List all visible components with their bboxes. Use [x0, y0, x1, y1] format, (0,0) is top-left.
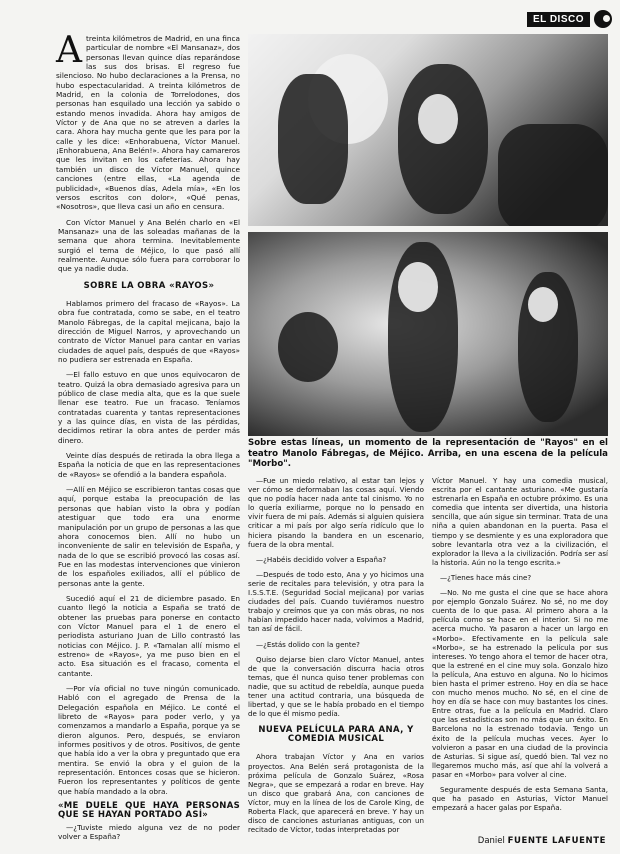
paragraph: Sucedió aquí el 21 de diciembre pasado. En cuanto llegó la noticia a España se trató de obtener las pruebas para ponerse en contacto con Víctor Manuel para el 1 de enero el periodista asturiano Juan de Lillo contrastó las noticias con Méjico. J. P. «Tamalan allí mismo el estreno» de «Rayos», ya me puso bien en el acto. Esa situación es el fracaso, comenta el cantante. — [58, 593, 240, 678]
article-column-1 — [56, 30, 240, 848]
paragraph: —¿Tuviste miedo alguna vez de no poder volver a España? — [58, 822, 240, 842]
photo-movie-scene — [248, 34, 608, 226]
byline — [478, 836, 606, 846]
paragraph: Ahora trabajan Víctor y Ana en varios proyectos. Ana Belén será protagonista de la próxima película de Gonzalo Suárez, «Rosa Negra», que se empezará a rodar en breve. Hay un disco que grabará Ana, con canciones de Víctor, muy en la línea de los de Carole King, de Roberta Flack, que aparecerá en breve. Y hay un disco de canciones asturianas antiguas, con un recitado de Víctor, todas interpretadas por — [248, 752, 424, 835]
paragraph: —¿Tienes hace más cine? — [440, 572, 532, 582]
paragraph: —Después de todo esto, Ana y yo hicimos una serie de recitales para televisión, y otra para la I.S.S.T.E. (Seguridad Social mejicana) por varias ciudades del país. Cuando tuviéramos nuestro trabajo y creímos que ya con más obras, no nos habían impedido hacer nada, volvimos a Madrid, tan así de fácil. — [248, 569, 424, 634]
drop-cap: A — [56, 30, 82, 71]
paragraph: Quiso dejarse bien claro Víctor Manuel, antes de que la conversación discurra hacia otros temas, que él nunca quiso tener problemas con nadie, que su actitud de rebeldía, aunque pueda tener una actitud contraria, una búsqueda de libertad, y que se le había probado en el tiempo de lo que él mismo pedía. — [248, 654, 424, 719]
section-disc-icon — [594, 10, 612, 28]
byline-first-name: Daniel — [477, 836, 505, 846]
paragraph: —Allí en Méjico se escribieron tantas cosas que aquí, porque estaba la preocupación de las personas que habían visto la obra y podían atestiguar que todo era una enorme manipulación por un grupo de personas a las que ahora conocemos bien. Allí no hubo un inconveniente de salir en televisión de España, y nada de lo que se escribió provocó las cosas así. Fue en las modestas intervenciones que vinieron de los españoles exiliados, allí el público de personas ante la gente. — [58, 485, 240, 588]
subheading: «ME DUELE QUE HAYA PERSONAS QUE SE HAYAN PORTADO ASÍ» — [58, 801, 240, 821]
paragraph: —El fallo estuvo en que unos equivocaron de teatro. Quizá la obra demasiado agresiva para un público de clase media alta, que es la que suele llenar ese teatro. Fue un fracaso. Teníamos contratadas cuarenta y tantas representaciones y a las quince días, en vista de las pérdidas, decidimos retirar la obra antes de perder más dinero. — [58, 370, 240, 445]
paragraph: —Por vía oficial no tuve ningún comunicado. Habló con el agregado de Prensa de la Delegación española en Méjico. Le conté el libreto de «Rayos» para poder verlo, y ya comenzamos a mandarlo a España, porque ya se dieron algunos. Pero, después, se enviaron informes positivos y de otros. Positivos, de gente que había ido a ver la obra y preguntado que era mentira. Se envió la obra y el guion de la representación. Entonces cosas que se hicieron. Fueron los representantes y políticos de gente que había mandado a la obra. — [58, 684, 240, 796]
paragraph: —Fue un miedo relativo, al estar tan lejos y ver cómo se deformaban las cosas aquí. Viendo que no podía hacer nada ante tal cinismo. Yo no lo quería exiliarme, porque no lo pensado en vivir fuera de mi país. Además si alguien quisiera criticar a mi país por algo sería ridículo que lo hiciera pisando la bandera en un escenario, fuera de la obra mental. — [248, 476, 424, 549]
subheading: SOBRE LA OBRA «RAYOS» — [83, 280, 215, 291]
paragraph: Hablamos primero del fracaso de «Rayos». La obra fue contratada, como se sabe, en el teatro Manolo Fábregas, de la capital mejicana, bajo la dirección de Miguel Narros, y aprovechando un contrato de Víctor Manuel para cantar en varias ciudades de aquel país, después de que «Rayos» no pudiera ser estrenada en España. — [58, 298, 240, 364]
section-label: EL DISCO — [527, 12, 590, 27]
photo-caption: Sobre estas líneas, un momento de la representación de "Rayos" en el teatro Manolo Fábregas, de Méjico. Arriba, en una escena de la película "Morbo". — [248, 438, 608, 469]
paragraph: Con Víctor Manuel y Ana Belén charlo en «El Mansanaz» una de las soleadas mañanas de la semana que ahora termina. Inevitablemente surgió el tema de Méjico, lo que pasó allí realmente. Aunque sólo fuera para corroborar lo que ya nadie duda. — [58, 217, 240, 274]
section-badge — [527, 10, 612, 28]
article-column-3 — [432, 476, 608, 818]
photo-stage-scene — [248, 232, 608, 436]
paragraph: —¿Estás dolido con la gente? — [256, 639, 360, 649]
paragraph: treinta kilómetros de Madrid, en una finca particular de nombre «El Mansanaz», dos personas llevan quince días reparándose las sus dos brisas. El regreso fue silencioso. No hubo declaraciones a la Prensa, no hubo espectacularidad. A treinta kilómetros de Madrid, en la colonia de Torrelodones, dos personas han esquilado una lección ya sabido o estando menos invadida. Ahora hay amigos de Víctor y de Ana que no se atreven a darles la cara. Ahora hay mucha gente que les para por la calle y les dice: «Enhorabuena, Víctor Manuel. ¡Enhorabuena, Ana Belén!». Ahora hay camareros que les invitan en los cafeterías. Ahora hay también un disco de Víctor Manuel, quince canciones (entre ellas, «La agenda de publicidad», «Buenos días, Adela mía», «En los versos escritos con dolor», «Qué penas, «Nosotros», que lleva casi un año en censura. — [56, 34, 240, 212]
article-column-2 — [248, 476, 424, 840]
paragraph: Seguramente después de esta Semana Santa, que ha pasado en Asturias, Víctor Manuel empezará a hacer galas por España. — [432, 785, 608, 813]
paragraph: Víctor Manuel. Y hay una comedia musical, escrita por el cantante asturiano. «Me gustaría estrenarla en España en octubre próximo. Es una comedia que intenta ser divertida, una historia sencilla, que aún sigue sin terminar. Trata de una niña a quien abandonan en la puerta. Pasa el tiempo y se desmiente y es una exploradora que sobre levantarla otra vez a la civilización, el explorador la lleva a la civilización. Podría ser así la historia. Aún no la tengo escrita.» — [432, 476, 608, 567]
byline-surname: FUENTE LAFUENTE — [507, 836, 606, 846]
paragraph: —¿Habéis decidido volver a España? — [256, 554, 387, 564]
paragraph: —No. No me gusta el cine que se hace ahora por ejemplo Gonzalo Suárez. No sé, no me doy cuenta de lo que pasa. Al primero ahora a la película como se hace en el interior. Si no me acerca mucho. Ya pasaron a hacer un largo en «Morbo». Efectivamente en la película sale «Morbo», se ha estrenado la película por sus intereses. Yo tengo ahora el temor de hacer otra, que la estrené en el cine muy sola. Gonzalo hizo la película, Ana estuvo en alguna. No lo hicimos bien hasta el primer estreno. Hoy en día se hace con mucho menos mucho. No sé, en el cine de hoy en día se hace con muy bastantes los cines. Entre otras, fue a la película en Madrid. Claro que las estadísticas son no más que un éxito. En Barcelona no la estrenado todavía. Tengo un éxito de la película muchas veces. Ayer lo volvieron a pasar en una ciudad de la provincia de Asturias. Si sigue así, quedó bien. Tal vez no llegaremos mucho más, así que ahí la volverá a pasar en «Morbo» para volver al cine. — [432, 588, 608, 779]
paragraph: Veinte días después de retirada la obra llega a España la noticia de que en las representaciones de «Rayos» se ofendió a la bandera española. — [58, 451, 240, 479]
subheading: NUEVA PELÍCULA PARA ANA, Y COMEDIA MUSICAL — [258, 725, 414, 745]
